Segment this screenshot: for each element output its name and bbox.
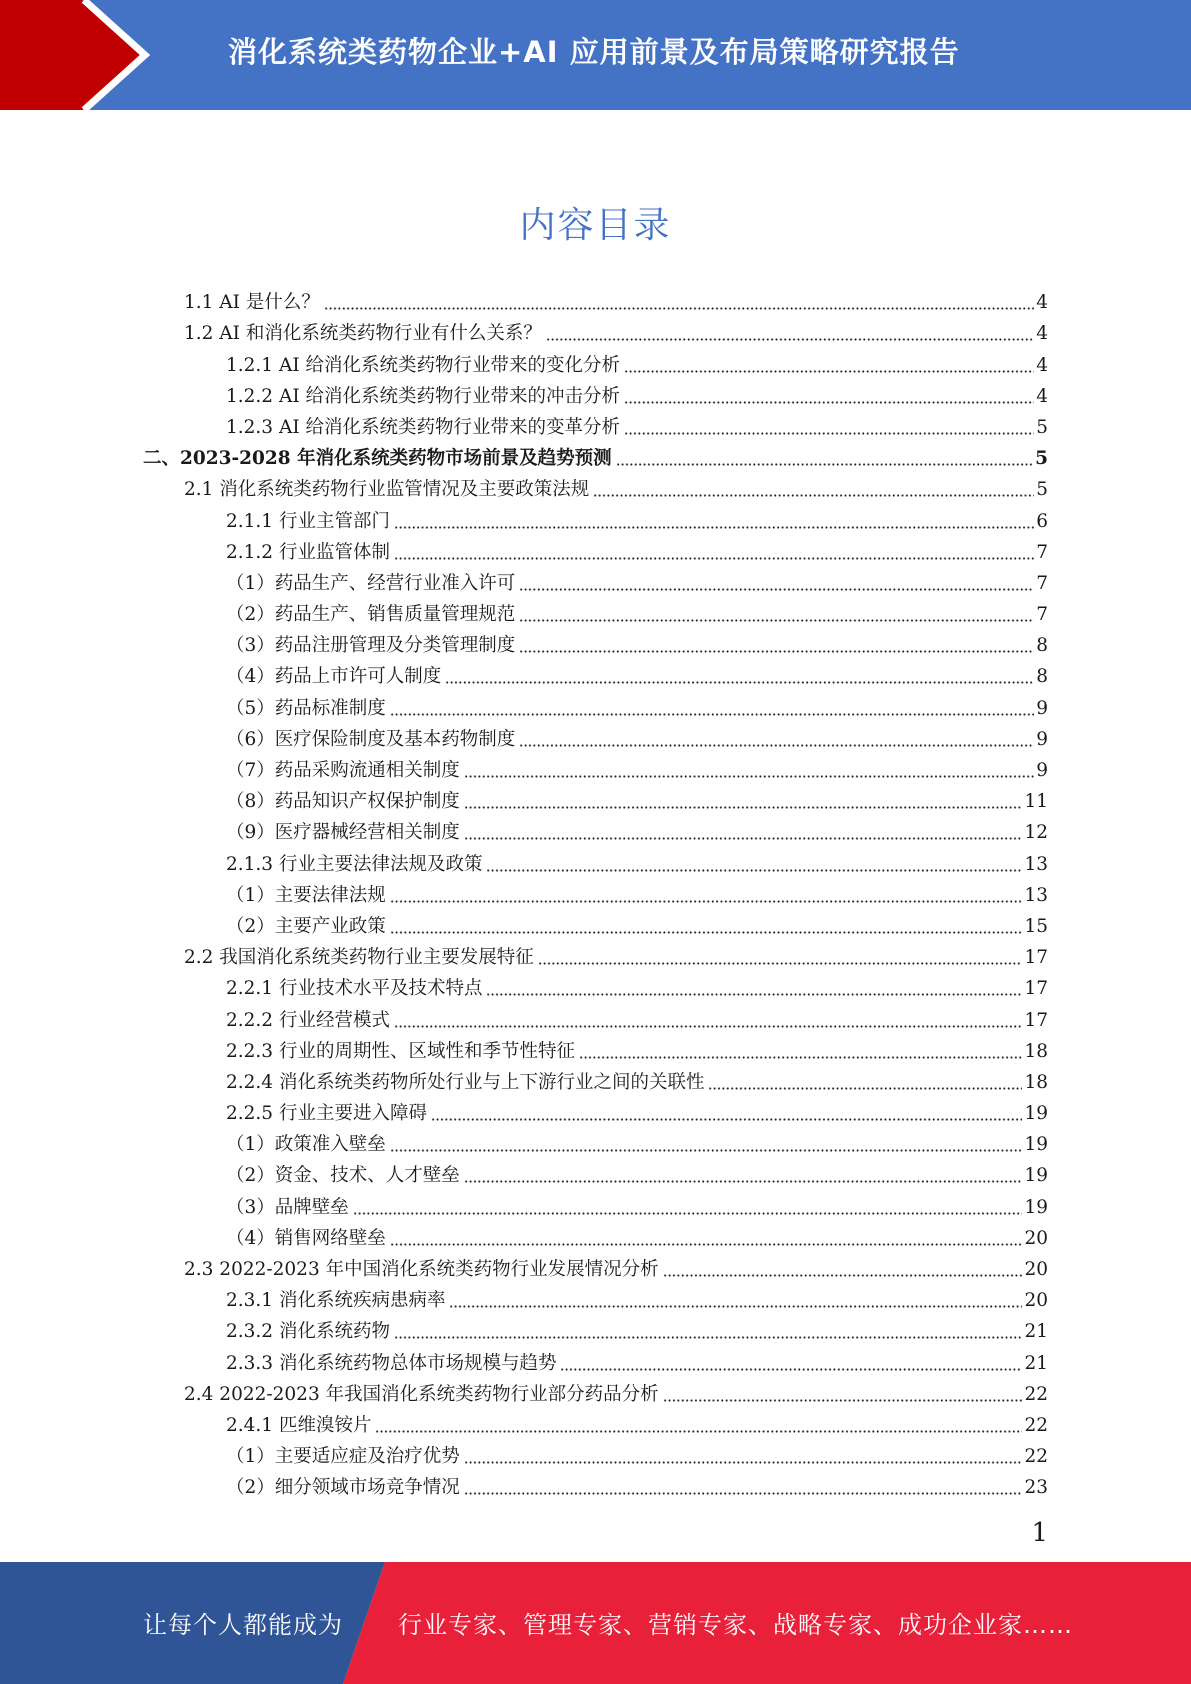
toc-entry-label: 1.2 AI 和消化系统类药物行业有什么关系？ [184,323,542,345]
toc-entry-label: 2.1.2 行业监管体制 [226,541,390,563]
toc-entry-page: 9 [1036,728,1048,750]
toc-entry[interactable] [0,1126,1191,1157]
toc-entry-page: 15 [1024,915,1048,937]
toc-entry[interactable] [0,565,1191,596]
page-number: 1 [1031,1518,1048,1548]
toc-entry-page: 4 [1036,292,1048,314]
toc-entry-page: 4 [1036,354,1048,376]
toc-dot-leader [464,1180,1023,1183]
report-title: 消化系统类药物企业+AI 应用前景及布局策略研究报告 [228,35,960,69]
toc-entry-label: 2.1 消化系统类药物行业监管情况及主要政策法规 [184,479,590,501]
toc-entry[interactable] [0,1220,1191,1251]
toc-entry-page: 19 [1024,1165,1048,1187]
toc-entry-page: 21 [1024,1321,1048,1343]
toc-entry-label: 2.3 2022-2023 年中国消化系统类药物行业发展情况分析 [184,1259,659,1280]
toc-dot-leader [708,1087,1022,1090]
toc-dot-leader [353,1212,1023,1215]
toc-entry-label: （2）药品生产、销售质量管理规范 [226,604,516,626]
toc-entry[interactable] [0,814,1191,845]
toc-entry-page: 5 [1036,416,1048,438]
toc-entry-label: 2.1.1 行业主管部门 [226,510,390,532]
toc-entry-label: （4）药品上市许可人制度 [226,666,442,688]
toc-entry-page: 9 [1036,697,1048,719]
toc-entry-label: 2.1.3 行业主要法律法规及政策 [226,853,483,875]
toc-entry[interactable] [0,440,1191,471]
toc-entry[interactable] [0,596,1191,627]
toc-dot-leader [486,993,1022,996]
toc-entry-label: 2.3.1 消化系统疾病患病率 [226,1290,446,1312]
toc-entry-page: 22 [1024,1414,1048,1436]
toc-dot-leader [624,401,1034,404]
toc-dot-leader [519,588,1034,591]
toc-entry-page: 19 [1024,1134,1048,1156]
toc-entry[interactable] [0,534,1191,565]
toc-entry[interactable] [0,658,1191,689]
toc-dot-leader [519,650,1034,653]
toc-dot-leader [394,1336,1022,1339]
toc-entry-page: 18 [1024,1040,1048,1062]
toc-dot-leader [390,713,1034,716]
toc-entry[interactable] [0,783,1191,814]
toc-entry-label: （4）销售网络壁垒 [226,1227,386,1249]
toc-entry[interactable] [0,315,1191,346]
toc-entry-page: 7 [1036,541,1048,563]
toc-entry-label: 2.2.4 消化系统类药物所处行业与上下游行业之间的关联性 [226,1071,705,1093]
toc-entry-label: （3）药品注册管理及分类管理制度 [226,635,516,657]
toc-entry-label: 二、2023-2028 年消化系统类药物市场前景及趋势预测 [143,448,612,470]
toc-dot-leader [394,557,1034,560]
toc-entry-label: 2.2.5 行业主要进入障碍 [226,1103,427,1125]
toc-entry[interactable] [0,1407,1191,1438]
toc-dot-leader [663,1274,1023,1277]
toc-entry[interactable] [0,1376,1191,1407]
toc-entry[interactable] [0,284,1191,315]
toc-entry[interactable] [0,1251,1191,1282]
toc-entry-page: 4 [1036,385,1048,407]
footer-slogan-right: 行业专家、管理专家、营销专家、战略专家、成功企业家…… [398,1611,1073,1639]
toc-heading: 内容目录 [519,205,672,246]
toc-entry[interactable] [0,502,1191,533]
toc-entry[interactable] [0,378,1191,409]
toc-entry-label: 1.2.3 AI 给消化系统类药物行业带来的变革分析 [226,416,621,438]
toc-dot-leader [394,1025,1022,1028]
toc-dot-leader [546,338,1034,341]
toc-entry[interactable] [0,1095,1191,1126]
toc-entry-page: 20 [1024,1290,1048,1312]
toc-entry[interactable] [0,1033,1191,1064]
toc-entry-page: 7 [1036,572,1048,594]
toc-entry[interactable] [0,877,1191,908]
toc-dot-leader [519,744,1034,747]
toc-dot-leader [624,370,1034,373]
toc-entry[interactable] [0,752,1191,783]
toc-entry-page: 13 [1024,884,1048,906]
toc-entry[interactable] [0,845,1191,876]
toc-entry-label: 2.4.1 匹维溴铵片 [226,1414,372,1436]
toc-entry-page: 5 [1035,448,1048,470]
report-header-band [0,0,1191,110]
toc-dot-leader [624,432,1034,435]
toc-entry-page: 12 [1024,822,1048,844]
toc-dot-leader [390,931,1023,934]
toc-entry-page: 9 [1036,760,1048,781]
toc-dot-leader [579,1056,1022,1059]
toc-entry[interactable] [0,471,1191,502]
toc-dot-leader [464,1461,1023,1464]
toc-entry[interactable] [0,1064,1191,1095]
toc-entry-page: 17 [1024,1009,1048,1031]
toc-entry-label: 1.1 AI 是什么？ [184,292,320,314]
toc-dot-leader [464,837,1023,840]
toc-entry[interactable] [0,346,1191,377]
toc-entry-page: 20 [1024,1259,1048,1280]
toc-entry-label: （8）药品知识产权保护制度 [226,791,460,813]
toc-entry-label: （5）药品标准制度 [226,697,386,719]
toc-entry-label: （3）品牌壁垒 [226,1196,349,1218]
toc-entry-page: 23 [1024,1477,1048,1499]
toc-entry[interactable] [0,1001,1191,1032]
toc-entry-label: （2）细分领域市场竞争情况 [226,1477,460,1499]
toc-entry[interactable] [0,1469,1191,1500]
toc-entry[interactable] [0,721,1191,752]
toc-entry-label: 2.2 我国消化系统类药物行业主要发展特征 [184,947,534,969]
toc-entry-page: 11 [1024,791,1048,813]
toc-dot-leader [390,1149,1023,1152]
toc-entry[interactable] [0,1438,1191,1469]
toc-entry-label: （1）政策准入壁垒 [226,1134,386,1156]
toc-entry-label: （2）主要产业政策 [226,915,386,937]
toc-dot-leader [593,494,1034,497]
toc-entry-page: 17 [1024,947,1048,969]
toc-entry-label: 1.2.1 AI 给消化系统类药物行业带来的变化分析 [226,354,621,376]
toc-dot-leader [449,1305,1022,1308]
toc-dot-leader [445,681,1034,684]
toc-dot-leader [616,463,1034,466]
toc-entry[interactable] [0,908,1191,939]
toc-dot-leader [390,1243,1023,1246]
toc-entry[interactable] [0,1313,1191,1344]
toc-dot-leader [431,1118,1022,1121]
toc-dot-leader [464,806,1023,809]
toc-dot-leader [663,1399,1023,1402]
toc-entry-label: （6）医疗保险制度及基本药物制度 [226,728,516,750]
toc-entry-label: （7）药品采购流通相关制度 [226,760,460,781]
toc-entry-page: 8 [1036,635,1048,657]
toc-entry-label: 2.3.3 消化系统药物总体市场规模与趋势 [226,1352,557,1374]
toc-dot-leader [394,526,1034,529]
toc-entry-page: 5 [1036,479,1048,501]
toc-dot-leader [375,1430,1022,1433]
toc-list [0,284,1191,1500]
toc-entry-label: （1）主要法律法规 [226,884,386,906]
toc-entry-page: 7 [1036,604,1048,626]
toc-entry-page: 20 [1024,1227,1048,1249]
toc-entry[interactable] [0,939,1191,970]
toc-dot-leader [486,869,1022,872]
toc-dot-leader [324,307,1034,310]
toc-entry-page: 19 [1024,1196,1048,1218]
toc-entry[interactable] [0,1188,1191,1219]
toc-entry-label: （9）医疗器械经营相关制度 [226,822,460,844]
toc-entry-page: 22 [1024,1446,1048,1468]
toc-entry[interactable] [0,627,1191,658]
toc-entry-page: 22 [1024,1383,1048,1405]
toc-entry-label: 2.2.3 行业的周期性、区域性和季节性特征 [226,1040,575,1062]
toc-dot-leader [390,900,1023,903]
toc-entry[interactable] [0,1282,1191,1313]
toc-entry-label: （1）主要适应症及治疗优势 [226,1446,460,1468]
toc-dot-leader [560,1368,1022,1371]
toc-entry-label: 1.2.2 AI 给消化系统类药物行业带来的冲击分析 [226,385,621,407]
toc-dot-leader [538,962,1023,965]
toc-entry[interactable] [0,1157,1191,1188]
toc-entry-page: 21 [1024,1352,1048,1374]
toc-entry-page: 19 [1024,1103,1048,1125]
toc-dot-leader [464,775,1034,778]
footer-slogan-left: 让每个人都能成为 [143,1611,343,1639]
toc-entry[interactable] [0,409,1191,440]
toc-entry-page: 6 [1036,510,1048,532]
toc-entry-label: 2.4 2022-2023 年我国消化系统类药物行业部分药品分析 [184,1383,659,1405]
toc-entry-label: （1）药品生产、经营行业准入许可 [226,572,516,594]
toc-entry-page: 4 [1036,323,1048,345]
toc-entry-page: 8 [1036,666,1048,688]
toc-dot-leader [464,1492,1023,1495]
report-footer-band [0,1562,1191,1684]
toc-entry[interactable] [0,1344,1191,1375]
toc-entry-label: 2.2.2 行业经营模式 [226,1009,390,1031]
toc-entry-label: （2）资金、技术、人才壁垒 [226,1165,460,1187]
toc-entry-label: 2.3.2 消化系统药物 [226,1321,390,1343]
toc-entry[interactable] [0,689,1191,720]
toc-entry-page: 17 [1024,978,1048,1000]
toc-entry-label: 2.2.1 行业技术水平及技术特点 [226,978,483,1000]
toc-entry[interactable] [0,970,1191,1001]
toc-entry-page: 13 [1024,853,1048,875]
toc-dot-leader [519,619,1034,622]
toc-entry-page: 18 [1024,1071,1048,1093]
